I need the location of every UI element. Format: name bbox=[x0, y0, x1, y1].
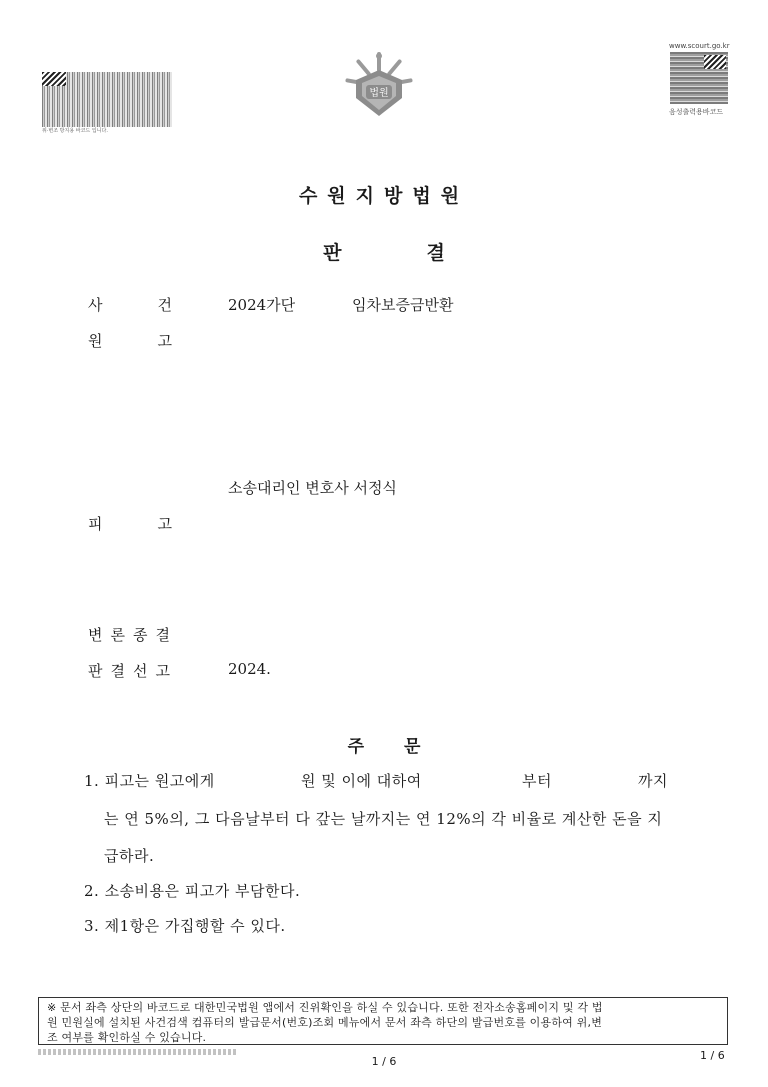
order-item-2: 2. 소송비용은 피고가 부담한다. bbox=[84, 882, 301, 900]
case-label: 사건 bbox=[88, 296, 227, 314]
page-number-right: 1 / 6 bbox=[700, 1049, 725, 1062]
defendant-label: 피고 bbox=[88, 515, 227, 533]
plaintiff-attorney: 소송대리인 변호사 서정식 bbox=[228, 479, 397, 497]
order-item-1-part-a: 1. 피고는 원고에게 bbox=[84, 772, 215, 790]
page-number: 1 / 6 bbox=[371, 1055, 397, 1068]
case-number: 2024가단 bbox=[228, 296, 296, 314]
order-item-1-line-2: 는 연 5%의, 그 다음날부터 다 갚는 날까지는 연 12%의 각 비율로 계산한 돈을 지 bbox=[104, 810, 663, 828]
judgment-date-label: 판결선고 bbox=[88, 662, 178, 680]
order-item-1-line-3: 급하라. bbox=[104, 847, 155, 865]
hearing-end-label: 변론종결 bbox=[88, 626, 178, 644]
court-name: 수원지방법원 bbox=[298, 185, 470, 207]
judgment-date: 2024. bbox=[228, 660, 271, 678]
document-title: 판결 bbox=[323, 242, 530, 264]
emblem-text: 법원 bbox=[369, 88, 389, 99]
order-item-1-part-b: 원 및 이에 대하여 bbox=[301, 772, 422, 790]
order-item-3: 3. 제1항은 가집행할 수 있다. bbox=[84, 917, 286, 935]
plaintiff-label: 원고 bbox=[88, 332, 227, 350]
order-heading: 주문 bbox=[347, 737, 461, 757]
qr-corner-mark bbox=[704, 55, 726, 69]
notice-line-3: 조 여부를 확인하실 수 있습니다. bbox=[47, 1031, 207, 1044]
court-website-url: www.scourt.go.kr bbox=[669, 42, 730, 50]
notice-line-2: 원 민원실에 설치된 사건검색 컴퓨터의 발급문서(번호)조회 메뉴에서 문서 좌측 하단의 발급번호를 이용하여 위,변 bbox=[47, 1016, 603, 1029]
case-name: 임차보증금반환 bbox=[352, 296, 454, 314]
court-emblem-icon bbox=[344, 50, 414, 122]
notice-line-1: ※ 문서 좌측 상단의 바코드로 대한민국법원 앱에서 진위확인을 하실 수 있습니다. 또한 전자소송홈페이지 및 각 법 bbox=[47, 1001, 603, 1014]
order-item-1-part-d: 까지 bbox=[638, 772, 668, 790]
barcode-caption: 위·변조 방지용 바코드 입니다. bbox=[42, 128, 108, 134]
verification-notice bbox=[38, 997, 728, 1045]
qr-caption: 음성출력용바코드 bbox=[669, 108, 724, 116]
barcode-corner-mark bbox=[42, 72, 66, 86]
order-item-1-part-c: 부터 bbox=[522, 772, 552, 790]
